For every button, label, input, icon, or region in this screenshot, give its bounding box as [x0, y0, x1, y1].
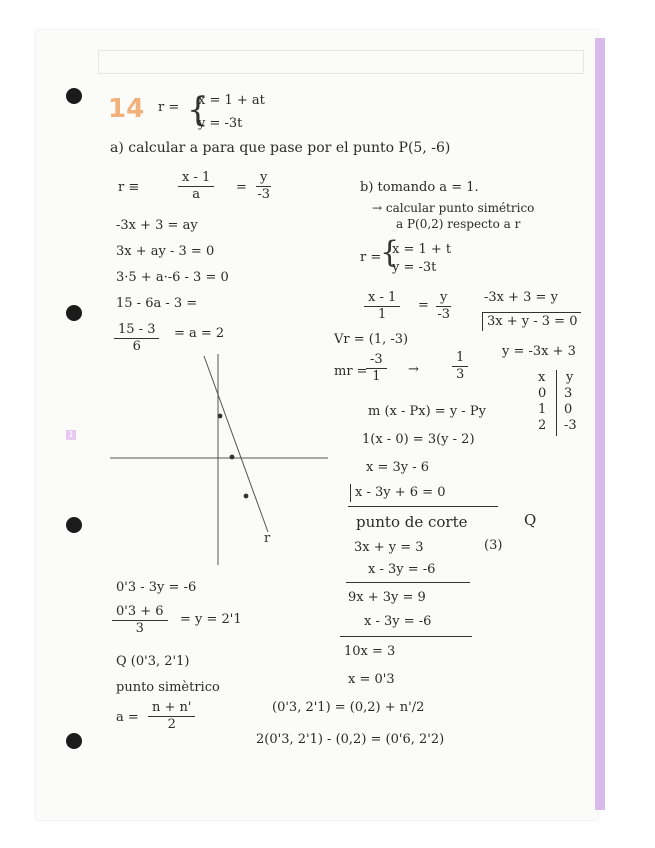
- part-a-statement: a) calcular a para que pase por el punto P(5, -6): [110, 140, 451, 156]
- table-cell-y: -3: [564, 418, 577, 433]
- rb-fraction-1: [364, 290, 400, 323]
- perpendicular-slope-fraction: [452, 350, 468, 383]
- bottom-line-1: 0'3 - 3y = -6: [116, 580, 197, 595]
- system-eq-1: 3x + y = 3: [354, 540, 424, 555]
- point-marker: [218, 414, 223, 419]
- numerator: y: [256, 170, 271, 187]
- line-r-label: r: [264, 531, 271, 546]
- numerator: 15 - 3: [114, 322, 159, 339]
- binder-hole: [66, 88, 82, 104]
- equals-sign: =: [418, 298, 429, 313]
- binder-hole: [66, 733, 82, 749]
- step-1: -3x + 3 = ay: [116, 218, 198, 233]
- page-tab-number: 1: [66, 430, 76, 440]
- denominator: 6: [132, 339, 141, 354]
- midpoint-equation: (0'3, 2'1) = (0,2) + n'/2: [272, 700, 425, 715]
- system-brace: {: [187, 90, 209, 130]
- denominator: 1: [377, 307, 387, 322]
- page-edge-strip: [595, 38, 605, 810]
- table-head-x: x: [538, 370, 546, 385]
- denominator: 1: [372, 369, 381, 384]
- numerator: y: [436, 290, 451, 307]
- underline: [346, 582, 470, 583]
- point-slope-formula: m (x - Px) = y - Py: [368, 404, 486, 419]
- midpoint-lhs: a =: [116, 710, 139, 725]
- table-divider: [556, 370, 557, 436]
- system-multiplier: (3): [484, 538, 503, 553]
- rb-equation-2: y = -3t: [392, 260, 437, 275]
- denominator: 3: [135, 621, 144, 636]
- part-b-task-2: a P(0,2) respecto a r: [396, 217, 521, 231]
- table-cell-y: 3: [564, 386, 573, 401]
- arrow: →: [408, 362, 419, 377]
- r-equation-1: x = 1 + at: [198, 93, 265, 108]
- denominator: -3: [437, 307, 451, 322]
- binder-hole: [66, 305, 82, 321]
- intersection-heading: punto de corte: [356, 513, 468, 531]
- step-4: 15 - 6a - 3 =: [116, 296, 198, 311]
- system-eq-4: x - 3y = -6: [364, 614, 432, 629]
- r-fraction-1: [178, 170, 214, 203]
- system-eq-3: 9x + 3y = 9: [348, 590, 426, 605]
- denominator: a: [192, 187, 201, 202]
- point-slope-substituted: 1(x - 0) = 3(y - 2): [362, 432, 475, 447]
- denominator: -3: [257, 187, 271, 202]
- rb-side-2-boxed: 3x + y - 3 = 0: [482, 312, 581, 331]
- rb-equation-1: x = 1 + t: [392, 242, 452, 257]
- system-brace-b: {: [380, 235, 400, 270]
- point-q-label: Q: [524, 511, 537, 529]
- numerator: x - 1: [178, 170, 214, 187]
- slope-label: mr =: [334, 364, 368, 379]
- numerator: 1: [452, 350, 468, 367]
- r-label: r =: [158, 100, 180, 115]
- perpendicular-line-general: x - 3y + 6 = 0: [350, 484, 449, 502]
- point-q: Q (0'3, 2'1): [116, 654, 190, 669]
- point-marker: [244, 494, 249, 499]
- r-fraction-2: [256, 170, 271, 203]
- slope-fraction: [366, 352, 387, 385]
- equals-sign: =: [236, 180, 247, 195]
- denominator: 3: [456, 367, 465, 382]
- line-sketch-graph: [100, 350, 340, 580]
- r-symmetric-label: r ≡: [118, 180, 140, 195]
- table-cell-x: 0: [538, 386, 547, 401]
- point-marker: [230, 455, 235, 460]
- system-sum: 10x = 3: [344, 644, 396, 659]
- step-5-result: = a = 2: [174, 326, 225, 341]
- rb-fraction-2: [436, 290, 451, 323]
- rb-label: r =: [360, 250, 382, 265]
- direction-vector: Vr = (1, -3): [334, 332, 409, 347]
- y-equation: y = -3x + 3: [502, 344, 576, 359]
- faint-header-box: [98, 50, 584, 74]
- symmetric-point-heading: punto simètrico: [116, 680, 220, 695]
- symmetric-point-result: 2(0'3, 2'1) - (0,2) = (0'6, 2'2): [256, 732, 445, 747]
- step-2: 3x + ay - 3 = 0: [116, 244, 215, 259]
- x-value: x = 0'3: [348, 672, 395, 687]
- part-b-heading: b) tomando a = 1.: [360, 180, 479, 195]
- bottom-line-2-result: = y = 2'1: [180, 612, 242, 627]
- numerator: 0'3 + 6: [112, 604, 168, 621]
- bottom-fraction: [112, 604, 168, 637]
- rb-side-1: -3x + 3 = y: [484, 290, 558, 305]
- table-cell-x: 2: [538, 418, 547, 433]
- table-head-y: y: [566, 370, 574, 385]
- perpendicular-line-x: x = 3y - 6: [366, 460, 430, 475]
- table-cell-y: 0: [564, 402, 573, 417]
- numerator: -3: [366, 352, 387, 369]
- midpoint-fraction: [148, 700, 195, 733]
- binder-hole: [66, 517, 82, 533]
- line-r: [204, 356, 268, 532]
- system-eq-2: x - 3y = -6: [368, 562, 436, 577]
- table-cell-x: 1: [538, 402, 547, 417]
- denominator: 2: [167, 717, 176, 732]
- r-equation-2: y = -3t: [198, 116, 243, 131]
- numerator: x - 1: [364, 290, 400, 307]
- part-b-task-1: → calcular punto simétrico: [372, 201, 535, 215]
- underline: [348, 506, 498, 507]
- step-3: 3·5 + a·-6 - 3 = 0: [116, 270, 229, 285]
- underline: [340, 636, 472, 637]
- problem-number: 14: [108, 94, 145, 124]
- numerator: n + n': [148, 700, 195, 717]
